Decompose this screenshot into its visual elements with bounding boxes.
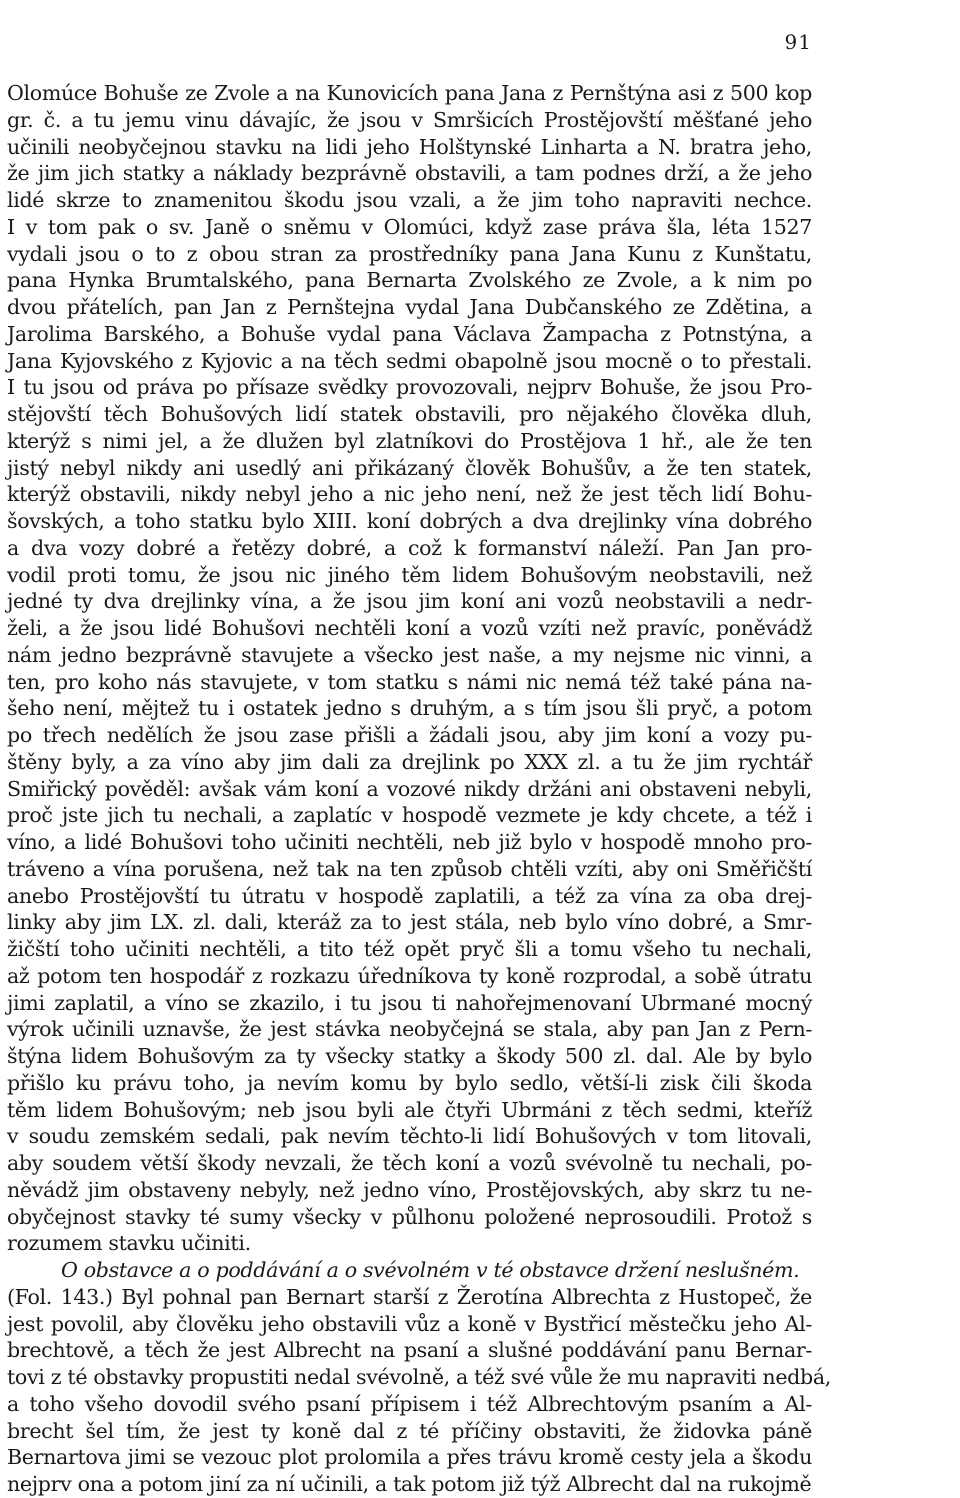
text-line: I tu jsou od práva po přísaze svědky provozovali, nejprv Bohuše, že jsou Pro- [7,375,812,400]
text-line: jimi zaplatil, a víno se zkazilo, i tu jsou ti nahořejmenovaní Ubrmané mocný [7,990,812,1015]
text-line: Jarolima Barského, a Bohuše vydal pana Václava Žampacha z Potnstýna, a [7,321,812,346]
text-line: jedné ty dva drejlinky vína, a že jsou jim koní ani vozů neobstavili a nedr- [7,589,812,614]
text-line: nám jedno bezprávně stavujete a všecko jest naše, a my nejsme nic vinni, a [7,642,812,667]
text-line: vydali jsou o to z obou stran za prostředníky pana Jana Kunu z Kunštatu, [7,241,812,266]
text-line: víno, a lidé Bohušovi toho učiniti nechtěli, neb již bylo v hospodě mnoho pro- [7,830,812,854]
text-line: v soudu zemském sedali, pak nevím těchto-li lidí Bohušových v tom litovali, [7,1124,812,1149]
text-line: až potom ten hospodář z rozkazu úředníkova ty koně rozprodal, a sobě útratu [7,963,812,988]
text-line: ten, pro koho nás stavujete, v tom statku s námi nic nemá též také pána na- [7,669,812,694]
text-line: něvádž jim obstaveny nebyly, než jedno víno, Prostějovských, aby skrz tu ne- [7,1177,812,1202]
text-line: a dva vozy dobré a řetězy dobré, a což k formanství náleží. Pan Jan pro- [7,535,812,560]
text-line: obyčejnost stavky té sumy všecky v půlhonu položené neprosoudili. Protož s [7,1204,812,1229]
text-line: proč jste jich tu nechali, a zaplatíc v hospodě vezmete je kdy chcete, a též i [7,803,812,828]
text-line: štýna lidem Bohušovým za ty všecky statky a škody 500 zl. dal. Ale by bylo [7,1044,812,1068]
text-line: lidé skrze to znamenitou škodu jsou vzali, a že jim toho napraviti nechce. [7,188,812,212]
text-line: Jana Kyjovského z Kyjovic a na těch sedmi obapolně jsou mocně o to přestali. [7,348,812,373]
text-line: kterýž s nimi jel, a že dlužen byl zlatníkovi do Prostějova 1 hř., ale že ten [7,428,812,453]
text-line: stějovští těch Bohušových lidí statek obstavili, pro nějakého člověka dluh, [7,402,812,426]
text-line: po třech nedělích že jsou zase přišli a žádali jsou, aby jim koní a vozy pu- [7,723,812,747]
text-line: nejprv ona a potom jiní za ní učinili, a tak potom již týž Albrecht dal na rukojmě [7,1472,812,1496]
text-line: šovských, a toho statku bylo XIII. koní dobrých a dva drejlinky vína dobrého [7,509,812,533]
text-line: pana Hynka Brumtalského, pana Bernarta Zvolského ze Zvole, a k nim po [7,268,812,293]
text-line: žičští toho učiniti nechtěli, a tito též opět pryč šli a tomu všeho tu nechali, [7,937,812,961]
text-line: brechtově, a těch že jest Albrecht na psaní a slušné poddávání panu Bernar- [7,1338,812,1363]
text-line: jest povolil, aby člověku jeho obstavili vůz a koně v Bystřicí městečku jeho Al- [7,1311,812,1336]
text-line: šeho není, mějtež tu i ostatek jedno s druhým, a s tím jsou šli pryč, a potom [7,696,812,721]
text-line: gr. č. a tu jemu vinu dávajíc, že jsou v Smršicích Prostějovští měšťané jeho [7,107,812,132]
text-line: štěny byly, a za víno aby jim dali za drejlink po XXX zl. a tu že jim rychtář [7,749,812,774]
text-line: kterýž obstavili, nikdy nebyl jeho a nic jeho není, než že jest těch lidí Bohu- [7,482,812,507]
text-line: tovi z té obstavky propustiti nedal svévolně, a též své vůle že mu napraviti nedbá, [7,1365,831,1389]
text-line: anebo Prostějovští tu útratu v hospodě zaplatili, a též za vína za oba drej- [7,883,812,908]
text-line: I v tom pak o sv. Janě o sněmu v Olomúci, když zase práva šla, léta 1527 [7,214,812,239]
text-line: tráveno a vína porušena, než tak na ten způsob chtěli vzíti, aby oni Směřičští [7,856,812,881]
page-number: 91 [784,30,812,54]
text-line: a toho všeho dovodil svého psaní přípisem i též Albrechtovým psaním a Al- [7,1391,812,1416]
text-line: Olomúce Bohuše ze Zvole a na Kunovicích pana Jana z Pernštýna asi z 500 kop [7,81,812,105]
text-line: učinili neobyčejnou stavku na lidi jeho Holštynské Linharta a N. bratra jeho, [7,134,812,159]
text-line: přišlo ku právu toho, ja nevím komu by bylo sedlo, větší-li zisk čili škoda [7,1070,812,1095]
section-heading: O obstavce a o poddávání a o svévolném v té obstavce držení neslušném. [61,1258,800,1282]
page-text [7,80,831,1498]
text-line: želi, a že jsou lidé Bohušovi nechtěli koní a vozů vzíti než pravíc, poněvádž [7,616,812,640]
text-line: Smiřický pověděl: avšak vám koní a vozové nikdy držáni ani obstaveni nebyli, [7,776,812,801]
text-line: brecht šel tím, že jest ty koně dal z té příčiny obstaviti, že židovka páně [7,1418,812,1443]
text-line: rozumem stavku učiniti. [7,1231,251,1256]
text-line: linky aby jim LX. zl. dali, kteráž za to jest stála, neb bylo víno dobré, a Smr- [7,910,812,935]
text-line: výrok učinili uznavše, že jest stávka neobyčejná se stala, aby pan Jan z Pern- [7,1017,812,1042]
text-line: dvou přátelích, pan Jan z Pernštejna vydal Jana Dubčanského ze Zdětina, a [7,295,812,319]
text-line: těm lidem Bohušovým; neb jsou byli ale čtyři Ubrmáni z těch sedmi, kteříž [7,1097,812,1122]
text-line: jistý nebyl nikdy ani usedlý ani přikázaný člověk Bohušův, a že ten statek, [7,455,812,480]
text-line: (Fol. 143.) Byl pohnal pan Bernart starší z Žerotína Albrechta z Hustopeč, že [7,1284,812,1309]
text-line: aby soudem větší škody nevzali, že těch koní a vozů svévolně tu nechali, po- [7,1151,812,1175]
text-line: že jim jich statky a náklady bezprávně obstavili, a tam podnes drží, a že jeho [7,161,812,186]
text-line: Bernartova jimi se vezouc plot prolomila a přes trávu kromě cesty jela a škodu [7,1445,812,1470]
text-line: vodil proti tomu, že jsou nic jiného těm lidem Bohušovým neobstavili, než [7,562,812,587]
